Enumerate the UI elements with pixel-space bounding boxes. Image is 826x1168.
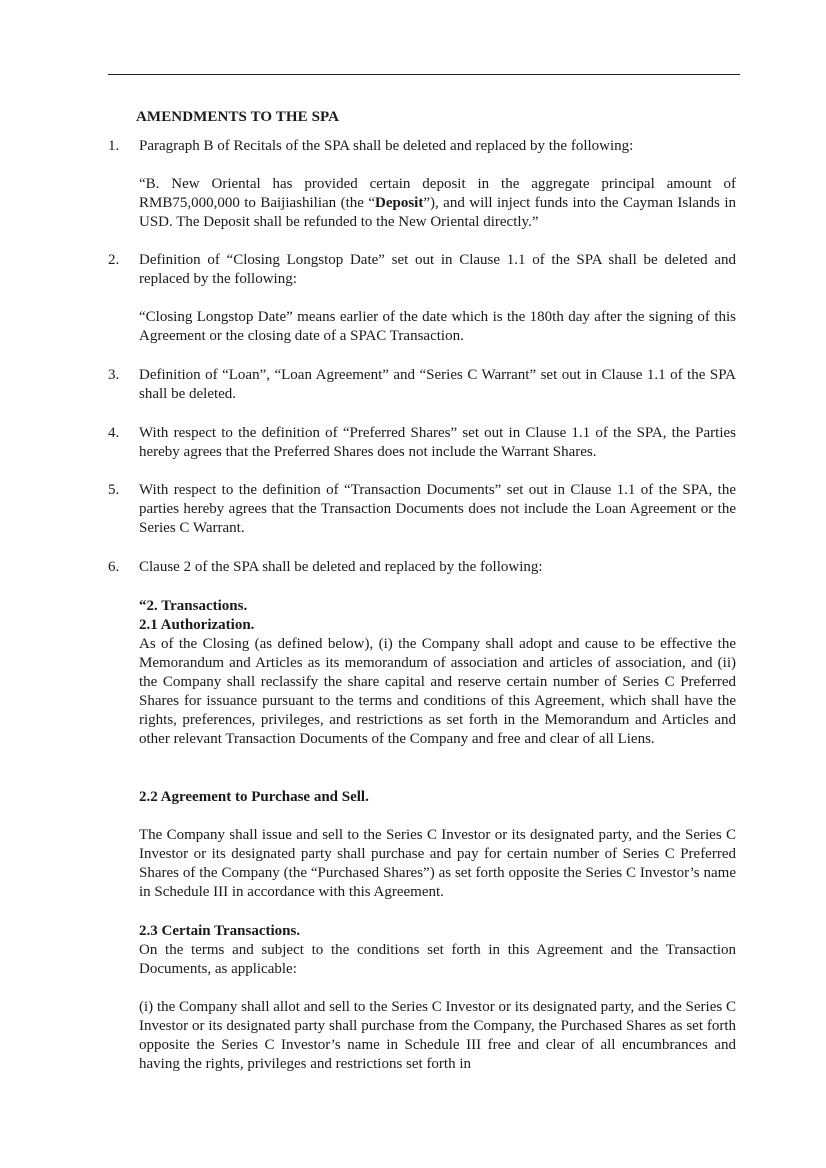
item-text: Paragraph B of Recitals of the SPA shall be deleted and replaced by the following: (139, 138, 634, 154)
recital-b-pre: “B. New Oriental has provided certain deposit in the aggregate principal amount of RMB75,000,000 to Baijiashilian (the “ (139, 176, 736, 211)
item-text: Definition of “Loan”, “Loan Agreement” and “Series C Warrant” set out in Clause 1.1 of the SPA shall be deleted. (139, 367, 736, 402)
recital-b-post: ”), and will inject funds into the Cayman Islands in USD. The Deposit shall be refunded to the New Oriental directly.” (139, 195, 736, 230)
recital-b-text (139, 175, 736, 232)
clause2-2-text: The Company shall issue and sell to the Series C Investor or its designated party, and the Series C Investor or its designated party shall purchase and pay for certain number of Series C Preferred Shares of the Company (the “Purchased Shares”) as set forth opposite the Series C Investor’s name in Schedule III in accordance with this Agreement. (139, 827, 736, 900)
item-text: With respect to the definition of “Transaction Documents” set out in Clause 1.1 of the SPA, the parties hereby agrees that the Transaction Documents does not include the Loan Agreement or the Series C Warrant. (139, 482, 736, 536)
item-number: 6. (108, 559, 120, 575)
clause2-2-title: 2.2 Agreement to Purchase and Sell. (139, 789, 369, 805)
closing-longstop-text: “Closing Longstop Date” means earlier of the date which is the 180th day after the signing of this Agreement or the closing date of a SPAC Transaction. (139, 309, 736, 344)
item-number: 4. (108, 425, 120, 441)
clause2-1-title: 2.1 Authorization. (139, 617, 255, 633)
clause2-3-i-text: (i) the Company shall allot and sell to the Series C Investor or its designated party, and the Series C Investor or its designated party shall purchase from the Company, the Purchased Shares as set forth opposite the Series C Investor’s name in Schedule III free and clear of all encumbrances and having the rights, privileges and restrictions set forth in (139, 999, 736, 1072)
item-text: Definition of “Closing Longstop Date” set out in Clause 1.1 of the SPA shall be deleted and replaced by the following: (139, 252, 736, 287)
section-heading: AMENDMENTS TO THE SPA (136, 109, 340, 125)
item-number: 3. (108, 367, 120, 383)
clause2-3-text: On the terms and subject to the conditions set forth in this Agreement and the Transaction Documents, as applicable: (139, 942, 736, 977)
item-number: 2. (108, 252, 120, 268)
clause2-title: “2. Transactions. (139, 598, 248, 614)
item-number: 1. (108, 138, 120, 154)
header-rule (108, 74, 740, 75)
clause2-1-text: As of the Closing (as defined below), (i) the Company shall adopt and cause to be effective the Memorandum and Articles as its memorandum of association and articles of association, and (ii) the Company shall reclassify the share capital and reserve certain number of Series C Preferred Shares for issuance pursuant to the terms and conditions of this Agreement, which shall have the rights, preferences, privileges, and restrictions as set forth in the Memorandum and Articles and other relevant Transaction Documents of the Company and free and clear of all Liens. (139, 636, 736, 747)
item-text: Clause 2 of the SPA shall be deleted and replaced by the following: (139, 559, 543, 575)
item-number: 5. (108, 482, 120, 498)
recital-b-bold: Deposit (375, 195, 424, 211)
item-text: With respect to the definition of “Preferred Shares” set out in Clause 1.1 of the SPA, the Parties hereby agrees that the Preferred Shares does not include the Warrant Shares. (139, 425, 736, 460)
clause2-3-title: 2.3 Certain Transactions. (139, 923, 301, 939)
